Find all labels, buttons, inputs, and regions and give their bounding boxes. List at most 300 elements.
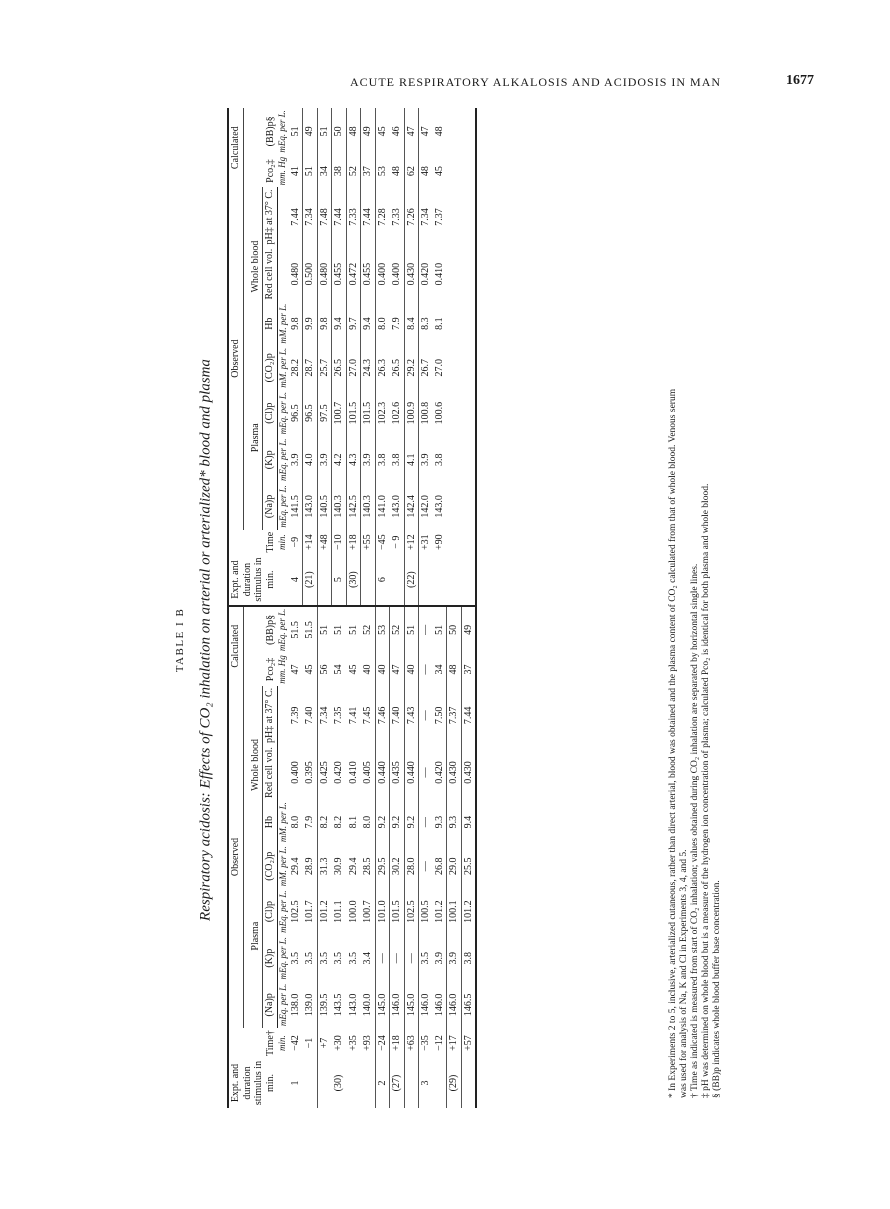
cell-pco2-right: 38 [332, 155, 347, 188]
cell-cl: 101.5 [390, 888, 405, 935]
table-row [447, 108, 462, 1108]
cell-na: 143.5 [333, 993, 344, 1017]
cell-time: −35 [420, 1035, 431, 1051]
cell-co2: — [420, 861, 431, 872]
cell-time: −1 [303, 1028, 318, 1058]
cell-co2: 28.0 [404, 844, 419, 888]
cell-na: 139.0 [303, 982, 318, 1029]
cell-k-right: 3.9 [289, 436, 303, 483]
cell-rcv: 0.435 [390, 745, 405, 800]
cell-k: 3.5 [347, 951, 359, 965]
col-expt: Expt. and duration stimulus in min. [230, 1060, 276, 1106]
cell-expt: 1 [289, 1080, 301, 1086]
col-rcv: Red cell vol. [263, 745, 278, 800]
cell-na-right: 142.4 [404, 483, 419, 530]
cell-pco2-right: 34 [317, 155, 332, 188]
cell-time-right [461, 530, 476, 555]
cell-pco2-right: 48 [420, 166, 431, 177]
cell-cl: 101.2 [318, 900, 330, 923]
col-ph: pH‡ at 37° C. [263, 686, 278, 745]
col-ph-right: pH‡ at 37° C. [263, 187, 278, 246]
unit-expt-right [277, 555, 289, 606]
cell-time: +17 [447, 1028, 462, 1058]
cell-rcv: 0.410 [347, 761, 359, 784]
cell-time: +93 [361, 1028, 376, 1058]
cell-time-right: − 9 [390, 530, 405, 555]
cell-cl-right: 100.9 [404, 390, 419, 437]
cell-expt: (29) [447, 1058, 462, 1108]
footnote-1: * In Experiments 2 to 5, inclusive, arterialized cutaneous, rather than direct arterial, blood was obtained and the plasma content of CO₂ calculated from that of whole blood. Venous serum [668, 388, 678, 1098]
group-plasma-right: Plasma [243, 346, 263, 530]
units-row [277, 108, 289, 1108]
cell-pco2-right: 53 [376, 166, 388, 177]
cell-time-right: +12 [404, 530, 419, 555]
col-hb: Hb [263, 800, 278, 844]
cell-k: — [390, 935, 405, 982]
cell-expt-right: (21) [303, 555, 318, 606]
cell-k-right: 3.9 [420, 453, 431, 467]
cell-cl: 102.5 [404, 888, 419, 935]
cell-ph-right: 7.26 [404, 187, 419, 246]
cell-bb: 51.5 [289, 606, 303, 654]
cell-k-right: 4.0 [303, 436, 318, 483]
unit-ph [277, 686, 289, 745]
cell-rcv-right: 0.455 [332, 247, 347, 302]
cell-cl: 101.2 [433, 888, 447, 935]
unit-k: mEq. per L. [277, 936, 288, 980]
cell-rcv-right: 0.480 [289, 247, 303, 302]
cell-co2: 30.2 [390, 844, 405, 888]
cell-rcv-right [447, 247, 462, 302]
table-row [461, 108, 476, 1108]
cell-na: 146.5 [462, 993, 474, 1017]
cell-k-right [447, 436, 462, 483]
cell-bb: 52 [390, 606, 405, 654]
col-time: Time† [264, 1030, 276, 1056]
unit-bb: mEq. per L. [277, 606, 289, 654]
cell-pco2: 45 [303, 653, 318, 686]
cell-expt-right [390, 555, 405, 606]
cell-expt-right [447, 555, 462, 606]
cell-na-right: 142.5 [346, 483, 361, 530]
cell-k: 3.9 [433, 935, 447, 982]
table-row [404, 108, 419, 1108]
table-row [433, 108, 447, 1108]
cell-cl-right [447, 390, 462, 437]
cell-co2-right: 27.0 [346, 346, 361, 390]
running-title: ACUTE RESPIRATORY ALKALOSIS AND ACIDOSIS IN MAN [350, 75, 722, 89]
unit-time-right: min. [277, 534, 288, 551]
cell-rcv-right: 0.400 [376, 262, 388, 286]
unit-rcv [277, 745, 289, 800]
cell-expt-right [461, 555, 476, 606]
col-time-right: Time [264, 531, 276, 553]
cell-expt [461, 1058, 476, 1108]
cell-co2: 30.9 [333, 857, 344, 875]
footnote-2: † Time as indicated is measured from start of CO₂ inhalation; values obtained during CO₂ inhalation are separated by horizontal single lines. [690, 563, 700, 1098]
col-na: (Na)p [263, 982, 278, 1029]
cell-rcv-right: 0.420 [420, 262, 431, 286]
cell-ph-right: 7.44 [289, 187, 303, 246]
cell-pco2: 56 [318, 664, 330, 675]
cell-k-right: 3.9 [361, 436, 376, 483]
cell-na-right: 140.3 [361, 483, 376, 530]
cell-time-right: −9 [289, 530, 303, 555]
cell-time: +30 [333, 1035, 344, 1051]
cell-ph-right: 7.33 [390, 187, 405, 246]
cell-ph-right [447, 187, 462, 246]
cell-expt [404, 1058, 419, 1108]
cell-bb: 51 [346, 606, 361, 654]
cell-ph: 7.50 [433, 686, 447, 745]
cell-ph: 7.37 [447, 686, 462, 745]
table-row [332, 108, 347, 1108]
cell-cl: 100.5 [420, 900, 431, 923]
group-observed: Observed [228, 686, 243, 1028]
cell-na: 145.0 [375, 982, 390, 1029]
group-calculated: Calculated [228, 606, 243, 686]
cell-time-right: −45 [376, 534, 388, 550]
cell-expt [346, 1058, 361, 1108]
cell-time: +57 [462, 1035, 474, 1051]
cell-pco2: 34 [433, 653, 447, 686]
table-row [303, 108, 318, 1108]
cell-na: 143.0 [347, 993, 359, 1017]
cell-k: 3.5 [420, 951, 431, 965]
cell-ph: 7.39 [289, 706, 301, 725]
cell-co2-right: 26.7 [420, 359, 431, 377]
cell-rcv: 0.440 [375, 745, 390, 800]
cell-cl: 100.1 [447, 888, 462, 935]
cell-time-right: +55 [361, 530, 376, 555]
group-observed-right: Observed [228, 187, 243, 529]
cell-bb-right: 51 [289, 108, 303, 155]
col-k: (K)p [263, 935, 278, 982]
cell-co2-right: 26.5 [390, 346, 405, 390]
cell-na: 139.5 [318, 993, 330, 1017]
cell-cl-right: 100.6 [433, 401, 445, 425]
cell-bb-right: 46 [390, 108, 405, 155]
cell-hb: — [420, 817, 431, 828]
cell-bb-right: 49 [303, 108, 318, 155]
cell-ph-right: 7.44 [332, 187, 347, 246]
unit-cl-right: mEq. per L. [277, 391, 288, 435]
cell-pco2: 47 [289, 664, 301, 675]
group-whole-blood: Whole blood [243, 686, 263, 844]
cell-expt [361, 1058, 376, 1108]
cell-expt [317, 1058, 332, 1108]
cell-expt-right: (22) [404, 555, 419, 606]
cell-bb: 50 [447, 606, 462, 654]
cell-expt-right [361, 555, 376, 606]
cell-pco2: — [420, 664, 431, 675]
cell-pco2: 54 [333, 664, 344, 675]
footnote-1-cont: was used for analysis of Na, K and Cl in Experiments 3, 4, and 5. [679, 849, 689, 1098]
cell-co2: 26.8 [433, 844, 447, 888]
unit-expt [277, 1058, 289, 1108]
cell-na-right: 143.0 [303, 483, 318, 530]
unit-rcv-right [277, 247, 289, 302]
cell-time: +35 [347, 1035, 359, 1051]
cell-co2: 29.0 [447, 844, 462, 888]
cell-co2-right [461, 346, 476, 390]
cell-rcv: 0.395 [303, 745, 318, 800]
cell-expt [303, 1058, 318, 1108]
cell-expt: 3 [420, 1080, 431, 1086]
cell-bb: 49 [461, 606, 476, 654]
cell-pco2-right [461, 155, 476, 188]
cell-ph-right: 7.48 [317, 187, 332, 246]
cell-co2-right: 26.5 [332, 346, 347, 390]
col-rcv-right: Red cell vol. [263, 247, 278, 302]
cell-rcv: 0.425 [318, 761, 330, 784]
cell-na: 146.0 [390, 982, 405, 1029]
cell-bb: 52 [361, 606, 376, 654]
cell-na: 146.0 [433, 982, 447, 1029]
cell-pco2-right: 41 [289, 155, 303, 188]
footnotes [668, 98, 734, 1098]
cell-co2-right: 29.2 [404, 346, 419, 390]
cell-k-right: 4.2 [332, 436, 347, 483]
table-row [346, 108, 361, 1108]
cell-cl-right: 96.5 [303, 390, 318, 437]
cell-k-right: 3.8 [390, 436, 405, 483]
cell-expt: (30) [333, 1074, 344, 1092]
cell-k-right [461, 436, 476, 483]
cell-rcv-right: 0.410 [433, 262, 445, 286]
cell-expt-right [419, 555, 433, 606]
cell-pco2: 40 [404, 653, 419, 686]
cell-cl-right: 101.5 [346, 390, 361, 437]
table-caption: Respiratory acidosis: Effects of CO₂ inhalation on arterial or arterialized* blood and plasma [197, 359, 214, 921]
cell-k-right: 3.9 [317, 436, 332, 483]
cell-k: 3.5 [318, 951, 330, 965]
col-k-right: (K)p [263, 436, 278, 483]
cell-pco2-right: 51 [303, 155, 318, 188]
cell-cl-right: 102.3 [376, 401, 388, 425]
cell-pco2: 45 [347, 664, 359, 675]
cell-time-right: +48 [317, 530, 332, 555]
cell-na: 146.0 [420, 993, 431, 1017]
cell-cl: 101.1 [333, 900, 344, 923]
cell-ph: 7.45 [361, 686, 376, 745]
cell-rcv-right: 0.480 [317, 247, 332, 302]
cell-co2: 28.9 [303, 844, 318, 888]
table-label: TABLE I B [174, 607, 186, 673]
cell-co2: 29.4 [289, 857, 301, 875]
col-bb-right: (BB)p§ [264, 116, 276, 147]
cell-cl-right: 97.5 [317, 390, 332, 437]
cell-rcv-right: 0.472 [346, 247, 361, 302]
cell-k: 3.5 [333, 951, 344, 965]
cell-cl: 100.0 [347, 900, 359, 923]
unit-co2: mM. per L. [277, 846, 288, 887]
unit-co2-right: mM. per L. [277, 347, 288, 388]
cell-cl-right: 100.8 [420, 401, 431, 425]
cell-expt [433, 1058, 447, 1108]
page-number: 1677 [786, 73, 814, 88]
cell-hb: 7.9 [303, 800, 318, 844]
cell-bb: 51 [404, 606, 419, 654]
cell-rcv: 0.405 [361, 745, 376, 800]
cell-time: +7 [318, 1037, 330, 1049]
cell-hb-right: 9.4 [332, 302, 347, 346]
cell-hb-right [461, 302, 476, 346]
cell-k: — [404, 935, 419, 982]
cell-k: 3.4 [361, 935, 376, 982]
cell-cl: 100.7 [361, 888, 376, 935]
cell-rcv: 0.430 [447, 745, 462, 800]
cell-time: +18 [390, 1028, 405, 1058]
unit-na: mEq. per L. [277, 983, 288, 1027]
cell-bb: 51 [433, 606, 447, 654]
cell-k-right: 3.8 [376, 453, 388, 467]
cell-k-right: 4.3 [346, 436, 361, 483]
cell-hb-right: 9.4 [361, 302, 376, 346]
cell-hb: 9.3 [447, 800, 462, 844]
cell-bb-right: 51 [317, 108, 332, 155]
cell-ph-right: 7.37 [433, 208, 445, 226]
cell-bb: 51 [317, 606, 332, 654]
cell-time-right [447, 530, 462, 555]
cell-co2-right: 28.2 [289, 346, 303, 390]
cell-bb-right: 47 [404, 108, 419, 155]
cell-cl-right: 102.6 [390, 390, 405, 437]
cell-time-right: −10 [332, 530, 347, 555]
unit-k-right: mEq. per L. [277, 438, 288, 482]
cell-bb-right: 49 [361, 108, 376, 155]
cell-cl: 102.5 [289, 900, 301, 923]
col-pco2-right: Pco₂‡ [264, 159, 276, 183]
cell-na-right: 142.0 [420, 495, 431, 518]
cell-hb-right: 8.1 [433, 317, 445, 330]
cell-cl: 101.2 [462, 900, 474, 923]
cell-na-right: 140.3 [332, 483, 347, 530]
cell-bb-right [461, 108, 476, 155]
cell-pco2-right: 62 [404, 155, 419, 188]
cell-pco2: 48 [447, 653, 462, 686]
cell-hb: 8.0 [289, 815, 301, 829]
cell-na: 140.0 [361, 982, 376, 1029]
cell-na: 146.0 [447, 982, 462, 1029]
table-body [277, 108, 476, 1108]
cell-pco2-right: 37 [361, 155, 376, 188]
cell-time-right: +90 [433, 534, 445, 550]
cell-time: −12 [433, 1028, 447, 1058]
cell-expt-right: 5 [332, 555, 347, 606]
cell-k: 3.5 [303, 935, 318, 982]
cell-expt-right: 6 [376, 577, 388, 583]
cell-na-right [461, 483, 476, 530]
col-na-right: (Na)p [263, 483, 278, 530]
cell-hb: 8.2 [333, 815, 344, 829]
col-co2-right: (CO₂)p [263, 346, 278, 390]
unit-pco2: mm. Hg [277, 655, 288, 684]
cell-rcv: 0.400 [289, 761, 301, 784]
table-row [375, 108, 390, 1108]
cell-expt-right [433, 555, 447, 606]
cell-na-right: 140.5 [317, 483, 332, 530]
table-row [390, 108, 405, 1108]
col-cl-right: (Cl)p [263, 390, 278, 437]
cell-hb: 8.2 [318, 815, 330, 829]
cell-hb: 8.1 [347, 815, 359, 829]
cell-k-right: 4.1 [404, 436, 419, 483]
cell-expt-right: 4 [289, 555, 303, 606]
cell-na-right: 141.0 [376, 495, 388, 518]
cell-hb: 9.2 [404, 800, 419, 844]
col-cl: (Cl)p [263, 888, 278, 935]
cell-pco2-right: 48 [390, 155, 405, 188]
cell-hb: 9.4 [462, 815, 474, 829]
cell-co2: 31.3 [318, 857, 330, 875]
cell-hb-right: 9.8 [317, 302, 332, 346]
cell-rcv: 0.430 [462, 761, 474, 784]
table-row [361, 108, 376, 1108]
cell-bb: 51.5 [303, 606, 318, 654]
table-row [289, 108, 303, 1108]
cell-na-right: 143.0 [390, 483, 405, 530]
cell-time: −42 [289, 1035, 301, 1051]
cell-ph: 7.34 [318, 706, 330, 725]
cell-ph-right [461, 187, 476, 246]
cell-hb-right: 8.4 [404, 302, 419, 346]
cell-bb-right: 47 [420, 126, 431, 137]
table-container [227, 108, 672, 1108]
cell-na: 138.0 [289, 993, 301, 1017]
cell-hb: 9.2 [375, 800, 390, 844]
col-expt-right: Expt. and duration stimulus in min. [230, 557, 276, 602]
cell-co2-right [447, 346, 462, 390]
cell-hb-right: 9.9 [303, 302, 318, 346]
cell-rcv-right: 0.500 [303, 247, 318, 302]
table-row [317, 108, 332, 1108]
cell-co2: 29.4 [347, 857, 359, 875]
cell-hb: 8.0 [361, 800, 376, 844]
cell-expt: 2 [375, 1058, 390, 1108]
cell-hb-right: 8.3 [420, 317, 431, 330]
cell-time: −24 [375, 1028, 390, 1058]
cell-ph-right: 7.44 [361, 187, 376, 246]
cell-time-right: +18 [346, 530, 361, 555]
cell-rcv-right [461, 247, 476, 302]
cell-time-right: +14 [303, 530, 318, 555]
unit-pco2-right: mm. Hg [277, 156, 288, 186]
col-hb-right: Hb [263, 302, 278, 346]
unit-na-right: mEq. per L. [277, 485, 288, 528]
unit-cl: mEq. per L. [277, 890, 288, 933]
cell-co2-right: 24.3 [361, 346, 376, 390]
cell-bb: 51 [332, 606, 347, 654]
cell-rcv-right: 0.430 [404, 247, 419, 302]
cell-k: — [375, 935, 390, 982]
cell-pco2: 40 [361, 653, 376, 686]
cell-hb-right: 8.0 [376, 317, 388, 330]
col-pco2: Pco₂‡ [264, 657, 276, 682]
data-table [227, 108, 477, 1108]
cell-k: 3.8 [462, 951, 474, 965]
cell-ph: 7.46 [375, 686, 390, 745]
cell-bb-right: 48 [346, 108, 361, 155]
cell-ph: 7.43 [404, 686, 419, 745]
cell-k: 3.5 [289, 951, 301, 965]
cell-pco2: 47 [390, 653, 405, 686]
group-plasma: Plasma [243, 844, 263, 1028]
cell-bb: — [419, 606, 433, 654]
cell-ph-right: 7.33 [346, 187, 361, 246]
cell-ph-right: 7.34 [303, 187, 318, 246]
cell-co2: 29.5 [375, 844, 390, 888]
